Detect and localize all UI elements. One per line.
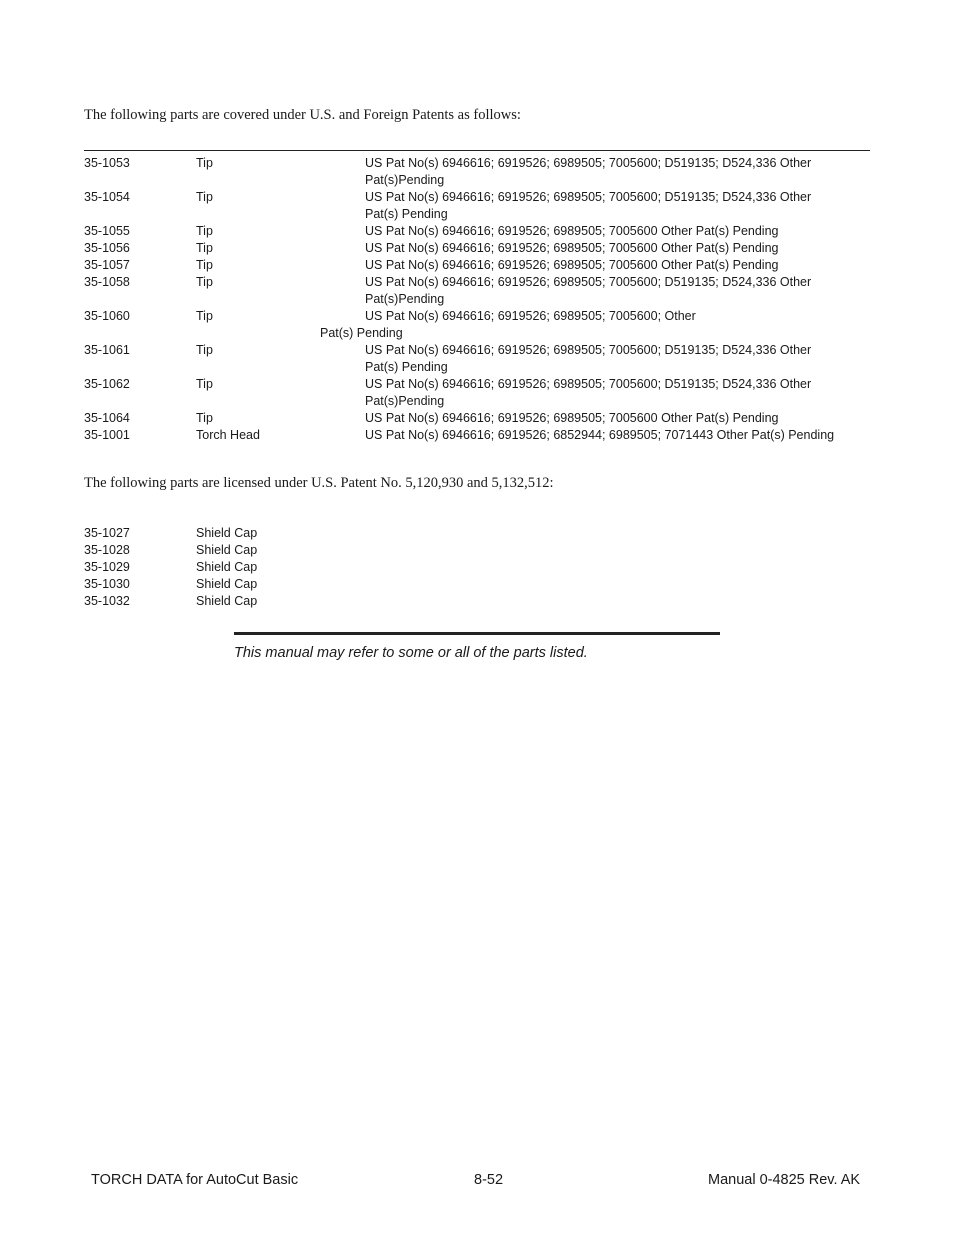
table-top-rule bbox=[84, 150, 870, 151]
part-description: Tip bbox=[196, 275, 213, 289]
part-description: Shield Cap bbox=[196, 543, 258, 557]
patent-text: US Pat No(s) 6946616; 6919526; 6989505; 7005600; D519135; D524,336 Other bbox=[365, 156, 812, 170]
part-number: 35-1060 bbox=[84, 309, 130, 323]
table-row bbox=[84, 525, 870, 542]
table-row bbox=[84, 427, 870, 444]
table-row-continuation bbox=[84, 291, 870, 308]
part-description: Tip bbox=[196, 190, 213, 204]
part-description: Shield Cap bbox=[196, 560, 258, 574]
footer-manual-rev: Manual 0-4825 Rev. AK bbox=[708, 1172, 861, 1188]
table-row bbox=[84, 559, 870, 576]
footer-page-number: 8-52 bbox=[474, 1172, 504, 1188]
patent-text: US Pat No(s) 6946616; 6919526; 6852944; 6989505; 7071443 Other Pat(s) Pending bbox=[365, 428, 835, 442]
table-row-continuation bbox=[84, 359, 870, 376]
table-row bbox=[84, 189, 870, 206]
part-number: 35-1056 bbox=[84, 241, 130, 255]
part-description: Shield Cap bbox=[196, 577, 258, 591]
patent-text-continued: Pat(s)Pending bbox=[365, 173, 445, 187]
part-description: Tip bbox=[196, 377, 213, 391]
note-text: This manual may refer to some or all of the parts listed. bbox=[234, 645, 588, 661]
patent-text: US Pat No(s) 6946616; 6919526; 6989505; 7005600; D519135; D524,336 Other bbox=[365, 190, 812, 204]
part-description: Tip bbox=[196, 309, 213, 323]
table-row bbox=[84, 223, 870, 240]
patent-text: US Pat No(s) 6946616; 6919526; 6989505; 7005600 Other Pat(s) Pending bbox=[365, 241, 779, 255]
table-row bbox=[84, 593, 870, 610]
patent-text-continued: Pat(s) Pending bbox=[365, 360, 448, 374]
table-row-continuation bbox=[84, 325, 870, 342]
table-row bbox=[84, 274, 870, 291]
patent-text: US Pat No(s) 6946616; 6919526; 6989505; 7005600 Other Pat(s) Pending bbox=[365, 224, 779, 238]
table-row bbox=[84, 342, 870, 359]
part-number: 35-1027 bbox=[84, 526, 130, 540]
table-row-continuation bbox=[84, 206, 870, 223]
patents-intro: The following parts are covered under U.S. and Foreign Patents as follows: bbox=[84, 107, 521, 123]
patent-text: US Pat No(s) 6946616; 6919526; 6989505; 7005600; D519135; D524,336 Other bbox=[365, 377, 812, 391]
part-description: Tip bbox=[196, 258, 213, 272]
part-number: 35-1053 bbox=[84, 156, 130, 170]
part-number: 35-1001 bbox=[84, 428, 130, 442]
part-number: 35-1061 bbox=[84, 343, 130, 357]
part-description: Shield Cap bbox=[196, 594, 258, 608]
part-description: Torch Head bbox=[196, 428, 260, 442]
patent-text-continued: Pat(s)Pending bbox=[365, 292, 445, 306]
part-number: 35-1029 bbox=[84, 560, 130, 574]
part-number: 35-1058 bbox=[84, 275, 130, 289]
patent-text: US Pat No(s) 6946616; 6919526; 6989505; 7005600; Other bbox=[365, 309, 696, 323]
part-number: 35-1032 bbox=[84, 594, 130, 608]
patent-text: US Pat No(s) 6946616; 6919526; 6989505; 7005600 Other Pat(s) Pending bbox=[365, 411, 779, 425]
patent-text-continued: Pat(s) Pending bbox=[365, 207, 448, 221]
table-row bbox=[84, 542, 870, 559]
table-row bbox=[84, 576, 870, 593]
part-description: Tip bbox=[196, 156, 213, 170]
patent-text: US Pat No(s) 6946616; 6919526; 6989505; 7005600; D519135; D524,336 Other bbox=[365, 275, 812, 289]
table-row bbox=[84, 240, 870, 257]
part-number: 35-1054 bbox=[84, 190, 130, 204]
table-row bbox=[84, 376, 870, 393]
part-description: Tip bbox=[196, 411, 213, 425]
table-row bbox=[84, 155, 870, 172]
patent-text: US Pat No(s) 6946616; 6919526; 6989505; 7005600; D519135; D524,336 Other bbox=[365, 343, 812, 357]
patent-text-continued: Pat(s)Pending bbox=[365, 394, 445, 408]
patent-table bbox=[84, 155, 870, 444]
part-description: Tip bbox=[196, 343, 213, 357]
table-row-continuation bbox=[84, 393, 870, 410]
part-description: Shield Cap bbox=[196, 526, 258, 540]
part-description: Tip bbox=[196, 224, 213, 238]
part-description: Tip bbox=[196, 241, 213, 255]
table-row bbox=[84, 257, 870, 274]
footer-title: TORCH DATA for AutoCut Basic bbox=[91, 1172, 299, 1188]
patent-text-continued: Pat(s) Pending bbox=[320, 326, 403, 340]
license-table bbox=[84, 525, 870, 610]
part-number: 35-1055 bbox=[84, 224, 130, 238]
part-number: 35-1062 bbox=[84, 377, 130, 391]
table-row bbox=[84, 308, 870, 325]
table-row bbox=[84, 410, 870, 427]
part-number: 35-1064 bbox=[84, 411, 130, 425]
part-number: 35-1030 bbox=[84, 577, 130, 591]
part-number: 35-1028 bbox=[84, 543, 130, 557]
part-number: 35-1057 bbox=[84, 258, 130, 272]
license-intro: The following parts are licensed under U.S. Patent No. 5,120,930 and 5,132,512: bbox=[84, 475, 554, 491]
note-rule bbox=[234, 632, 720, 635]
patent-text: US Pat No(s) 6946616; 6919526; 6989505; 7005600 Other Pat(s) Pending bbox=[365, 258, 779, 272]
table-row-continuation bbox=[84, 172, 870, 189]
